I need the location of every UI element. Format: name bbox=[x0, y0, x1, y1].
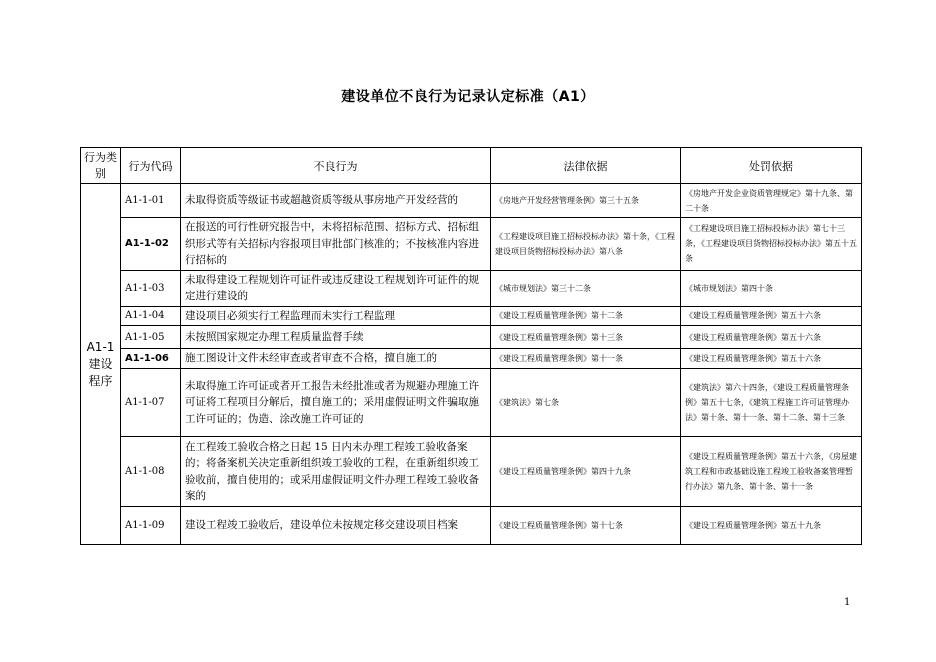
row-law: 《建设工程质量管理条例》第四十九条 bbox=[491, 437, 681, 507]
page-number: 1 bbox=[844, 597, 851, 608]
row-penalty: 《建设工程质量管理条例》第五十六条 bbox=[681, 349, 862, 369]
row-behavior: 施工图设计文件未经审查或者审查不合格，擅自施工的 bbox=[181, 349, 491, 369]
table-row bbox=[81, 349, 862, 369]
table-row bbox=[81, 306, 862, 326]
row-penalty: 《房地产开发企业资质管理规定》第十九条、第二十条 bbox=[681, 184, 862, 218]
row-code: A1-1-08 bbox=[121, 437, 181, 507]
table-header-row bbox=[81, 148, 862, 184]
table-row bbox=[81, 184, 862, 218]
row-law: 《建筑法》第七条 bbox=[491, 369, 681, 437]
row-penalty: 《建筑法》第六十四条，《建设工程质量管理条例》第五十七条，《建筑工程施工许可证管理办法》第十条、第十一条、第十二条、第十三条 bbox=[681, 369, 862, 437]
table-row bbox=[81, 507, 862, 545]
category-name: 建设程序 bbox=[88, 356, 113, 388]
table-row bbox=[81, 218, 862, 271]
row-penalty: 《城市规划法》第四十条 bbox=[681, 270, 862, 306]
table-row bbox=[81, 326, 862, 349]
header-penalty: 处罚依据 bbox=[681, 148, 862, 184]
row-penalty: 《建设工程质量管理条例》第五十六条 bbox=[681, 306, 862, 326]
row-behavior: 在工程竣工验收合格之日起 15 日内未办理工程竣工验收备案的；将备案机关决定重新组织竣工验收的工程，在重新组织竣工验收前，擅自使用的；或采用虚假证明文件办理工程竣工验收备案的 bbox=[181, 437, 491, 507]
row-penalty: 《工程建设项目施工招标投标办法》第七十三条，《工程建设项目货物招标投标办法》第五十五条 bbox=[681, 218, 862, 271]
row-behavior: 未取得资质等级证书或超越资质等级从事房地产开发经营的 bbox=[181, 184, 491, 218]
row-law: 《工程建设项目施工招标投标办法》第十条，《工程建设项目货物招标投标办法》第八条 bbox=[491, 218, 681, 271]
row-penalty: 《建设工程质量管理条例》第五十九条 bbox=[681, 507, 862, 545]
row-code: A1-1-01 bbox=[121, 184, 181, 218]
header-law: 法律依据 bbox=[491, 148, 681, 184]
row-law: 《城市规划法》第三十二条 bbox=[491, 270, 681, 306]
row-law: 《建设工程质量管理条例》第十一条 bbox=[491, 349, 681, 369]
row-behavior: 未按照国家规定办理工程质量监督手续 bbox=[181, 326, 491, 349]
row-behavior: 在报送的可行性研究报告中，未将招标范围、招标方式、招标组织形式等有关招标内容报项目审批部门核准的；不按核准内容进行招标的 bbox=[181, 218, 491, 271]
row-code: A1-1-04 bbox=[121, 306, 181, 326]
row-code: A1-1-03 bbox=[121, 270, 181, 306]
row-code: A1-1-06 bbox=[121, 349, 181, 369]
row-code: A1-1-09 bbox=[121, 507, 181, 545]
header-code: 行为代码 bbox=[121, 148, 181, 184]
row-penalty: 《建设工程质量管理条例》第五十六条，《房屋建筑工程和市政基础设施工程竣工验收备案管理暂行办法》第九条、第十条、第十一条 bbox=[681, 437, 862, 507]
row-code: A1-1-07 bbox=[121, 369, 181, 437]
row-behavior: 建设项目必须实行工程监理而未实行工程监理 bbox=[181, 306, 491, 326]
page-title: 建设单位不良行为记录认定标准（A1） bbox=[341, 89, 595, 105]
table-row bbox=[81, 270, 862, 306]
row-penalty: 《建设工程质量管理条例》第五十六条 bbox=[681, 326, 862, 349]
row-behavior: 未取得施工许可证或者开工报告未经批准或者为规避办理施工许可证将工程项目分解后，擅自施工的；采用虚假证明文件骗取施工许可证的；伪造、涂改施工许可证的 bbox=[181, 369, 491, 437]
row-behavior: 未取得建设工程规划许可证件或违反建设工程规划许可证件的规定进行建设的 bbox=[181, 270, 491, 306]
standards-table bbox=[80, 147, 862, 545]
table-row bbox=[81, 369, 862, 437]
header-category: 行为类别 bbox=[81, 148, 121, 184]
table-row bbox=[81, 437, 862, 507]
row-code: A1-1-02 bbox=[121, 218, 181, 271]
row-code: A1-1-05 bbox=[121, 326, 181, 349]
row-law: 《建设工程质量管理条例》第十七条 bbox=[491, 507, 681, 545]
row-law: 《房地产开发经营管理条例》第三十五条 bbox=[491, 184, 681, 218]
category-code: A1-1 bbox=[86, 339, 115, 354]
category-cell bbox=[81, 184, 121, 545]
row-law: 《建设工程质量管理条例》第十三条 bbox=[491, 326, 681, 349]
header-behavior: 不良行为 bbox=[181, 148, 491, 184]
row-behavior: 建设工程竣工验收后，建设单位未按规定移交建设项目档案 bbox=[181, 507, 491, 545]
row-law: 《建设工程质量管理条例》第十二条 bbox=[491, 306, 681, 326]
